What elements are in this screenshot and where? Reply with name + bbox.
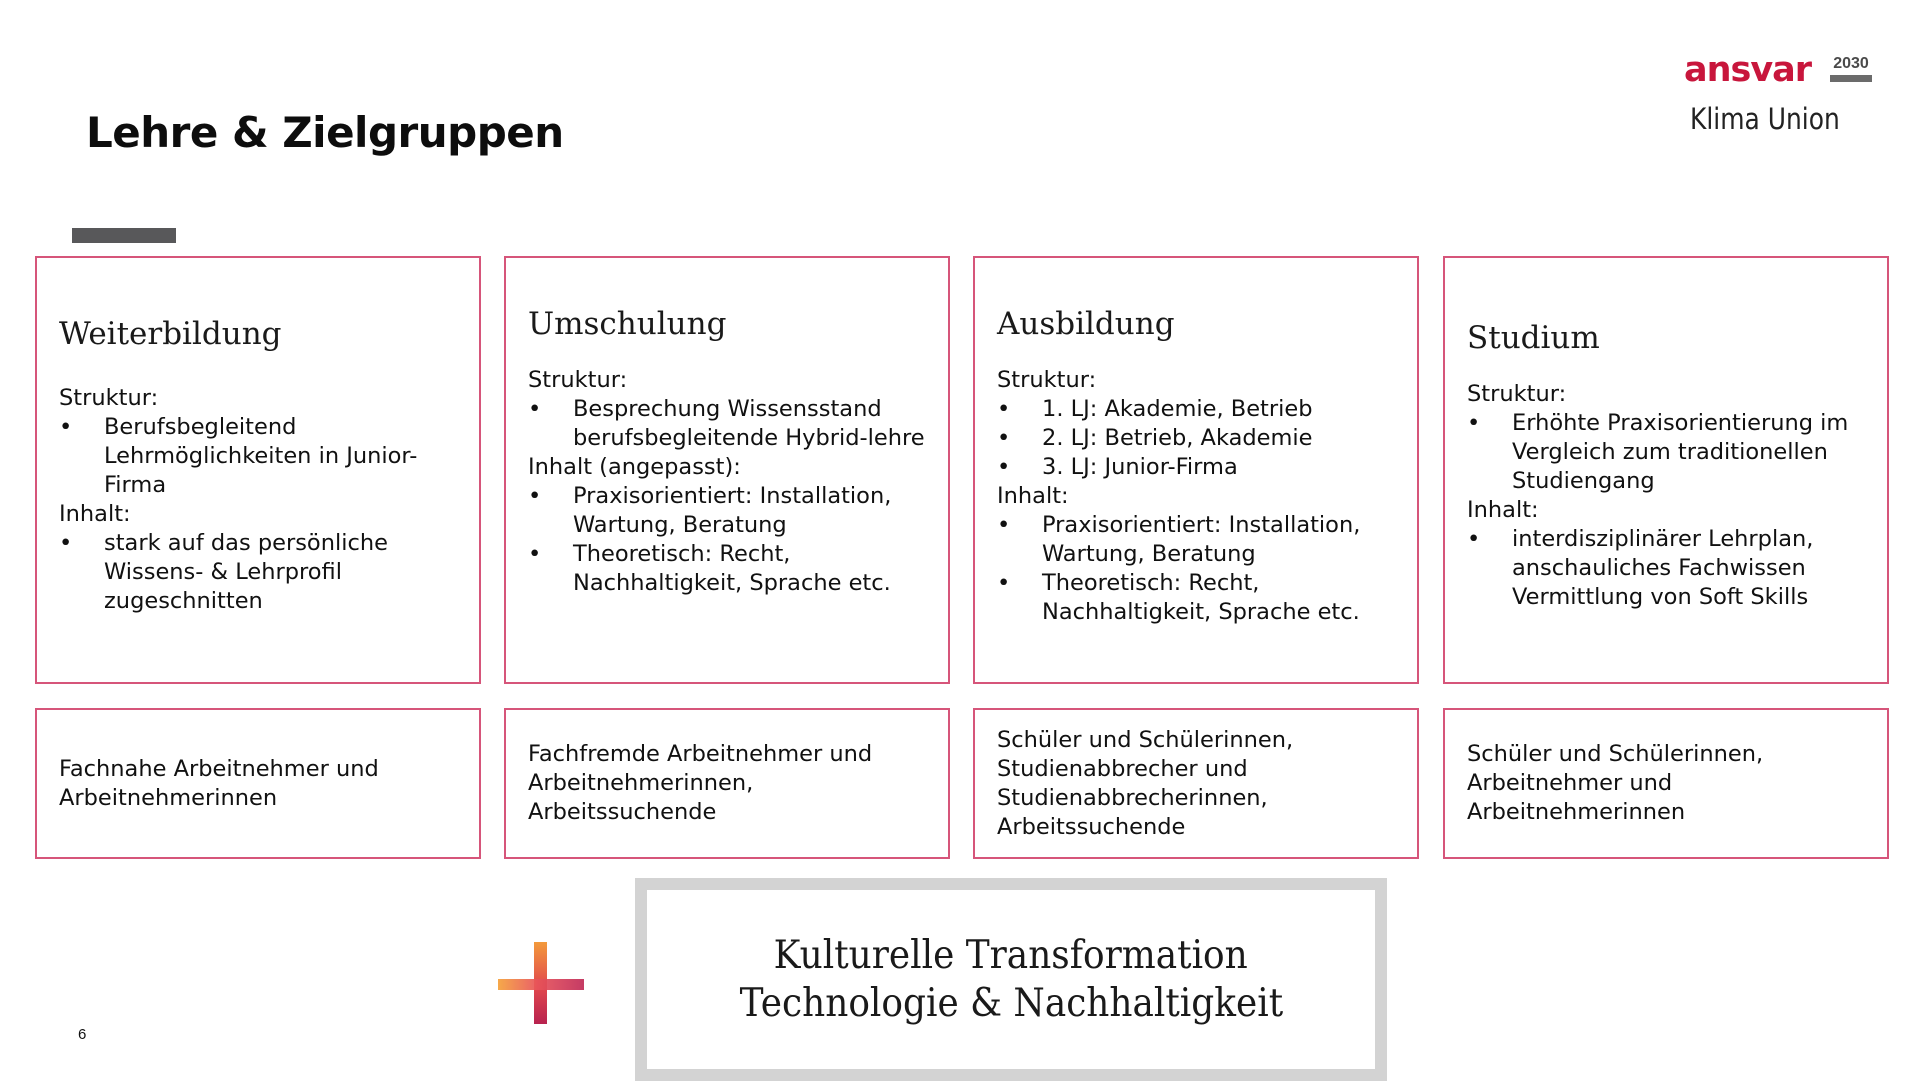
target-group-card-ausbildung — [973, 708, 1419, 859]
logo-year-block — [1830, 56, 1872, 82]
structure-label: Struktur: — [997, 367, 1097, 393]
logo-year: 2030 — [1833, 55, 1869, 72]
list-item: • 3. LJ: Junior-Firma — [997, 453, 1397, 482]
structure-list — [1467, 409, 1867, 496]
content-list — [528, 482, 928, 598]
list-item: • 1. LJ: Akademie, Betrieb — [997, 395, 1397, 424]
transformation-line-2: Technologie & Nachhaltigkeit — [739, 980, 1283, 1026]
list-item: • interdisziplinärer Lehrplan, anschauliches Fachwissen Vermittlung von Soft Skills — [1467, 525, 1867, 612]
list-item: • Praxisorientiert: Installation, Wartung, Beratung — [528, 482, 928, 540]
transformation-line-1: Kulturelle Transformation — [773, 932, 1249, 978]
logo-year-underline — [1830, 75, 1872, 82]
target-group-text: Schüler und Schülerinnen, Studienabbrecher und Studienabbrecherinnen, Arbeitssuchende — [997, 726, 1294, 840]
list-item: • Berufsbegleitend Lehrmöglichkeiten in Junior-Firma — [59, 413, 459, 500]
list-item: • Besprechung Wissensstand berufsbegleitende Hybrid-lehre — [528, 395, 928, 453]
card-body — [1467, 380, 1867, 612]
content-list — [1467, 525, 1867, 612]
page-number: 6 — [78, 1026, 87, 1043]
ansvar-klima-union-logo — [1680, 50, 1880, 145]
program-card-ausbildung — [973, 256, 1419, 684]
structure-list — [997, 395, 1397, 482]
content-label: Inhalt: — [997, 483, 1069, 509]
structure-list — [59, 413, 459, 500]
list-item: • Theoretisch: Recht, Nachhaltigkeit, Sprache etc. — [528, 540, 928, 598]
structure-label: Struktur: — [59, 385, 159, 411]
title-accent-bar — [72, 228, 176, 243]
target-group-text: Fachnahe Arbeitnehmer und Arbeitnehmerinnen — [59, 755, 379, 811]
program-card-studium — [1443, 256, 1889, 684]
content-label: Inhalt: — [59, 501, 131, 527]
target-group-card-studium — [1443, 708, 1889, 859]
card-heading: Studium — [1467, 320, 1600, 356]
target-group-text: Schüler und Schülerinnen, Arbeitnehmer und Arbeitnehmerinnen — [1467, 741, 1764, 825]
list-item: • Erhöhte Praxisorientierung im Vergleich zum traditionellen Studiengang — [1467, 409, 1867, 496]
slide-title: Lehre & Zielgruppen — [86, 108, 564, 157]
content-list — [997, 511, 1397, 627]
transformation-box — [635, 878, 1387, 1081]
card-heading: Weiterbildung — [59, 316, 282, 352]
structure-list — [528, 395, 928, 453]
list-item: • Praxisorientiert: Installation, Wartung, Beratung — [997, 511, 1397, 569]
program-card-weiterbildung — [35, 256, 481, 684]
card-heading: Ausbildung — [997, 306, 1175, 342]
structure-label: Struktur: — [1467, 381, 1567, 407]
plus-icon — [498, 942, 584, 1024]
logo-wordmark — [1684, 50, 1811, 90]
card-body — [528, 366, 928, 598]
program-card-umschulung — [504, 256, 950, 684]
logo-subtitle: Klima Union — [1690, 102, 1840, 136]
content-label: Inhalt: — [1467, 497, 1539, 523]
content-list — [59, 529, 459, 616]
card-body — [997, 366, 1397, 627]
card-body — [59, 384, 459, 616]
logo-brand: ansvar — [1684, 50, 1812, 90]
content-label: Inhalt (angepasst): — [528, 454, 741, 480]
list-item: • 2. LJ: Betrieb, Akademie — [997, 424, 1397, 453]
list-item: • Theoretisch: Recht, Nachhaltigkeit, Sprache etc. — [997, 569, 1397, 627]
structure-label: Struktur: — [528, 367, 628, 393]
target-group-card-umschulung — [504, 708, 950, 859]
target-group-card-weiterbildung — [35, 708, 481, 859]
plus-icon-horizontal — [498, 979, 584, 990]
list-item: • stark auf das persönliche Wissens- & Lehrprofil zugeschnitten — [59, 529, 459, 616]
target-group-text: Fachfremde Arbeitnehmer und Arbeitnehmerinnen, Arbeitssuchende — [528, 741, 873, 825]
card-heading: Umschulung — [528, 306, 727, 342]
